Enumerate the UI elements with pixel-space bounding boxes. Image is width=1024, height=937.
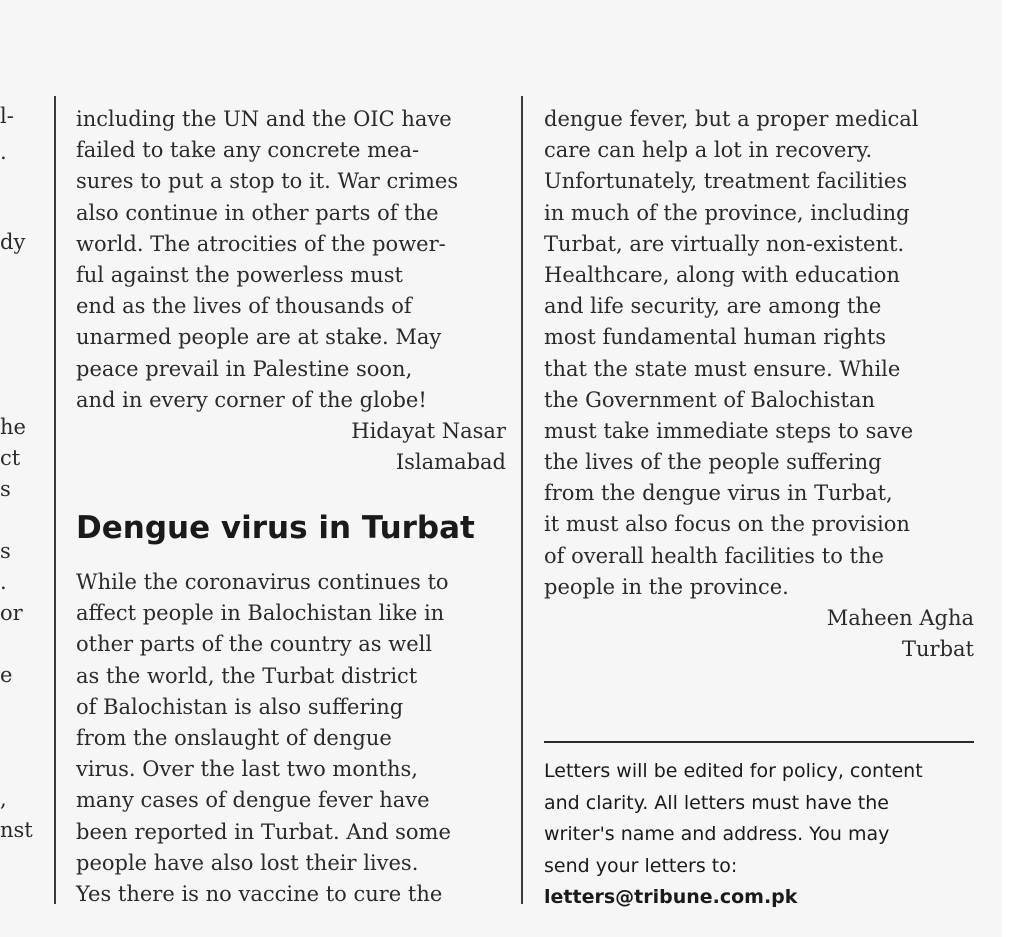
notice-line: send your letters to: bbox=[544, 854, 738, 877]
page-edge bbox=[1002, 0, 1024, 937]
column-rule-right bbox=[521, 96, 523, 904]
text-line: and in every corner of the globe! bbox=[76, 387, 427, 412]
text-line: most fundamental human rights bbox=[544, 325, 887, 350]
text-line: and life security, are among the bbox=[544, 294, 882, 319]
text-line: many cases of dengue fever have bbox=[76, 788, 430, 813]
notice-divider bbox=[544, 741, 974, 743]
text-line: sures to put a stop to it. War crimes bbox=[76, 169, 459, 194]
text-line: failed to take any concrete mea- bbox=[76, 138, 420, 163]
text-line: of overall health facilities to the bbox=[544, 543, 884, 568]
text-line: it must also focus on the provision bbox=[544, 512, 910, 537]
text-line: Turbat, are virtually non-existent. bbox=[544, 231, 905, 256]
text-line: end as the lives of thousands of bbox=[76, 294, 412, 319]
text-line: Healthcare, along with education bbox=[544, 262, 900, 287]
text-line: care can help a lot in recovery. bbox=[544, 138, 873, 163]
notice-line: and clarity. All letters must have the bbox=[544, 791, 889, 814]
notice-line: Letters will be edited for policy, content bbox=[544, 760, 923, 782]
text-line: including the UN and the OIC have bbox=[76, 107, 452, 131]
text-line: from the onslaught of dengue bbox=[76, 725, 392, 750]
text-line: dengue fever, but a proper medical bbox=[544, 107, 919, 131]
fragment: s bbox=[0, 539, 11, 563]
letters-policy-notice bbox=[544, 756, 923, 914]
letter-headline: Dengue virus in Turbat bbox=[76, 510, 475, 546]
letter-continued bbox=[76, 104, 506, 478]
text-line: peace prevail in Palestine soon, bbox=[76, 356, 413, 381]
text-line: unarmed people are at stake. May bbox=[76, 325, 442, 350]
text-line: Unfortunately, treatment facilities bbox=[544, 169, 908, 194]
text-line: the Government of Balochistan bbox=[544, 387, 875, 412]
text-line: that the state must ensure. While bbox=[544, 356, 901, 381]
letter-body-continued bbox=[544, 104, 974, 665]
fragment: e bbox=[0, 663, 13, 687]
text-line: affect people in Balochistan like in bbox=[76, 601, 445, 626]
fragment: or bbox=[0, 601, 23, 625]
letter-author: Maheen Agha bbox=[826, 606, 974, 630]
fragment: , bbox=[0, 787, 7, 811]
text-line: also continue in other parts of the bbox=[76, 200, 439, 225]
text-line: been reported in Turbat. And some bbox=[76, 819, 451, 844]
text-line: While the coronavirus continues to bbox=[76, 570, 449, 594]
letter-body bbox=[76, 567, 506, 910]
text-line: other parts of the country as well bbox=[76, 632, 433, 657]
text-line: of Balochistan is also suffering bbox=[76, 694, 404, 719]
fragment: . bbox=[0, 570, 7, 594]
text-line: from the dengue virus in Turbat, bbox=[544, 481, 893, 506]
fragment: he bbox=[0, 415, 26, 439]
fragment: ct bbox=[0, 446, 21, 470]
text-line: people in the province. bbox=[544, 574, 789, 599]
fragment: l- bbox=[0, 104, 14, 128]
letter-location: Islamabad bbox=[395, 450, 506, 475]
text-line: ful against the powerless must bbox=[76, 262, 403, 287]
text-line: world. The atrocities of the power- bbox=[76, 231, 446, 256]
fragment: s bbox=[0, 477, 11, 501]
fragment: nst bbox=[0, 818, 33, 842]
text-line: the lives of the people suffering bbox=[544, 450, 882, 475]
letters-email: letters@tribune.com.pk bbox=[544, 886, 798, 908]
text-line: must take immediate steps to save bbox=[544, 418, 914, 443]
text-line: as the world, the Turbat district bbox=[76, 663, 418, 688]
text-line: in much of the province, including bbox=[544, 200, 910, 225]
text-line: Yes there is no vaccine to cure the bbox=[76, 881, 443, 906]
column-rule-left bbox=[54, 96, 56, 904]
notice-line: writer's name and address. You may bbox=[544, 823, 890, 845]
text-line: virus. Over the last two months, bbox=[76, 757, 418, 782]
text-line: people have also lost their lives. bbox=[76, 850, 419, 875]
letter-author: Hidayat Nasar bbox=[351, 418, 506, 443]
fragment: dy bbox=[0, 230, 26, 254]
letter-location: Turbat bbox=[902, 637, 974, 662]
fragment: . bbox=[0, 140, 7, 164]
